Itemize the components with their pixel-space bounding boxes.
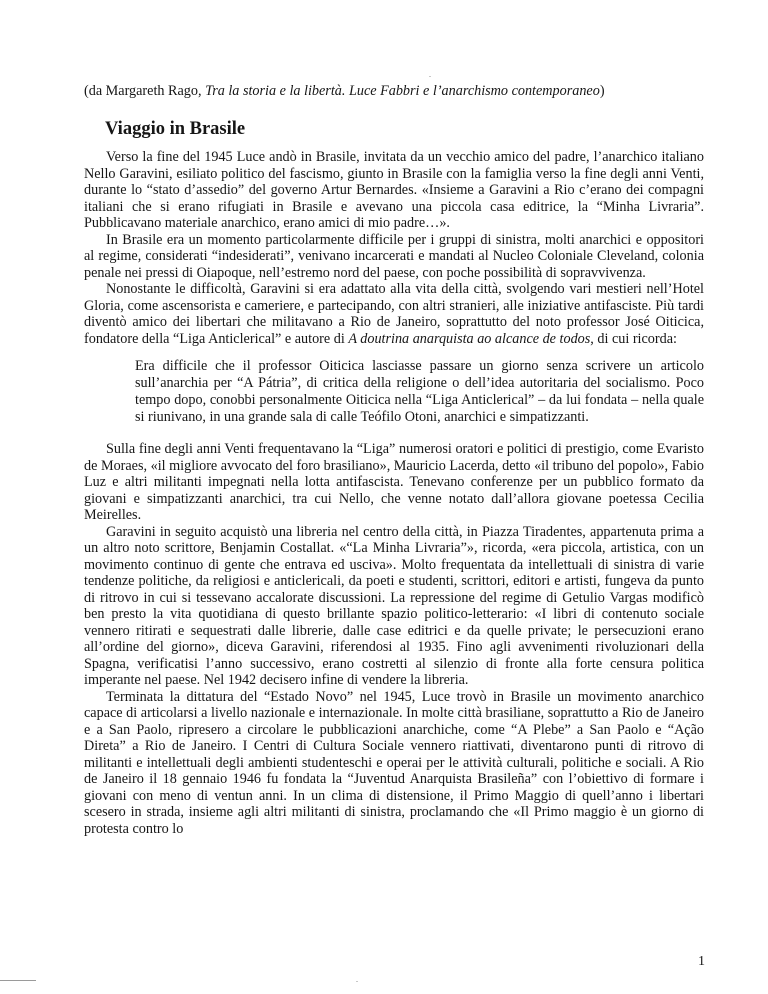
page-number: 1 — [698, 954, 705, 969]
block-quote: Era difficile che il professor Oiticica lasciasse passare un giorno senza scrivere un articolo sull’anarchia per “A Pátria”, di critica della religione o dell’idea autoritaria del socialismo. Poco tempo dopo, conobbi personalmente Oiticica nella “Liga Anticlerical” – da lui fondata – nella quale si riunivano, in una grande sala di calle Teófilo Otoni, anarchici e simpatizzanti. — [135, 358, 704, 425]
paragraph-3 — [84, 281, 704, 347]
paragraph-6: Terminata la dittatura del “Estado Novo” nel 1945, Luce trovò in Brasile un movimento anarchico capace di articolarsi a livello nazionale e internazionale. In molte città brasiliane, soprattutto a Rio de Janeiro e a San Paolo, ripresero a circolare le pubblicazioni anarchiche, come “A Plebe” a San Paolo e “Ação Direta” a Rio de Janeiro. I Centri di Cultura Sociale vennero riattivati, diventarono punti di ritrovo di militanti e intellettuali degli ambienti studenteschi e operai per le attività culturali, politiche e sociali. A Rio de Janeiro il 18 gennaio 1946 fu fondata la “Juventud Anarquista Brasileña” con l’obiettivo di formare i giovani con meno di ventun anni. In un clima di distensione, il Primo Maggio di quell’anno i libertari scesero in strada, insieme agli altri militanti di sinistra, proclamando che «Il Primo maggio è un giorno di protesta contro lo — [84, 688, 704, 837]
paragraph-2: In Brasile era un momento particolarmente difficile per i gruppi di sinistra, molti anarchici e oppositori al regime, considerati “indesiderati”, venivano incarcerati e mandati al Nucleo Coloniale Cleveland, colonia penale nei pressi di Oiapoque, nell’estremo nord del paese, con poche possibilità di sopravvivenza. — [84, 231, 704, 281]
paragraph-4: Sulla fine degli anni Venti frequentavano la “Liga” numerosi oratori e politici di prestigio, come Evaristo de Moraes, «il migliore avvocato del foro brasiliano», Mauricio Lacerda, detto «il tribuno del popolo», Fabio Luz e altri militanti impegnati nella lotta antifascista. Tenevano conferenze per un pubblico formato da giovani e simpatizzanti anarchici, tra cui Nello, che venne notato dall’allora giovane poetessa Cecilia Meirelles. — [84, 441, 704, 523]
source-prefix: (da Margareth Rago, — [84, 83, 206, 99]
source-title: Tra la storia e la libertà. Luce Fabbri e l’anarchismo contemporaneo — [205, 83, 600, 99]
scan-mark — [429, 76, 431, 77]
paragraph-3-end: , di cui ricorda: — [590, 330, 677, 347]
paragraph-3-text: Nonostante le difficoltà, Garavini si era adattato alla vita della città, svolgendo vari mestieri nell’Hotel Gloria, come ascensorista e cameriere, e partecipando, con altri stranieri, alle iniziative antifasciste. Più tardi diventò amico dei libertari che militavano a Rio de Janeiro, soprattutto del noto professor José Oiticica, fondatore della “Liga Anticlerical” e autore di — [84, 281, 704, 347]
book-title: A doutrina anarquista ao alcance de todos — [348, 330, 591, 347]
source-suffix: ) — [599, 83, 605, 99]
paragraph-1: Verso la fine del 1945 Luce andò in Brasile, invitata da un vecchio amico del padre, l’anarchico italiano Nello Garavini, esiliato politico del fascismo, giunto in Brasile con la famiglia verso la fine degli anni Venti, durante lo “stato d’assedio” del governo Artur Bernardes. «Insieme a Garavini a Rio c’erano dei compagni italiani che si erano rifugiati in Brasile e avevano una piccola casa editrice, la “Minha Livraria”. Pubblicavano materiale anarchico, erano amici di mio padre…». — [84, 149, 704, 231]
body-text — [84, 149, 704, 837]
section-heading: Viaggio in Brasile — [105, 119, 246, 139]
scan-edge-line — [0, 980, 36, 981]
paragraph-5: Garavini in seguito acquistò una libreria nel centro della città, in Piazza Tiradentes, appartenuta prima a un altro noto scrittore, Benjamin Costallat. «“La Minha Livraria”», ricorda, «era piccola, artistica, con un movimento continuo di gente che entrava ed usciva». Molto frequentata da intellettuali di sinistra di varie tendenze politiche, da religiosi e anticlericali, da poeti e studenti, scrittori, editori e artisti, fungeva da punto di ritrovo in cui si tessevano accalorate discussioni. La repressione del regime di Getulio Vargas modificò ben presto la vita quotidiana di questo brillante spazio politico-letterario: «I libri di contenuto sociale vennero ritirati e sequestrati dalle librerie, dalle case editrici e da quelle private; le persecuzioni erano all’ordine del giorno», diceva Garavini, riferendosi al 1935. Fino agli avvenimenti rivoluzionari della Spagna, verificatisi l’anno successivo, erano costretti al silenzio di fronte alla forte censura politica imperante nel paese. Nel 1942 decisero infine di vendere la libreria. — [84, 523, 704, 688]
scan-mark-bottom — [356, 981, 358, 982]
source-citation — [84, 82, 704, 100]
